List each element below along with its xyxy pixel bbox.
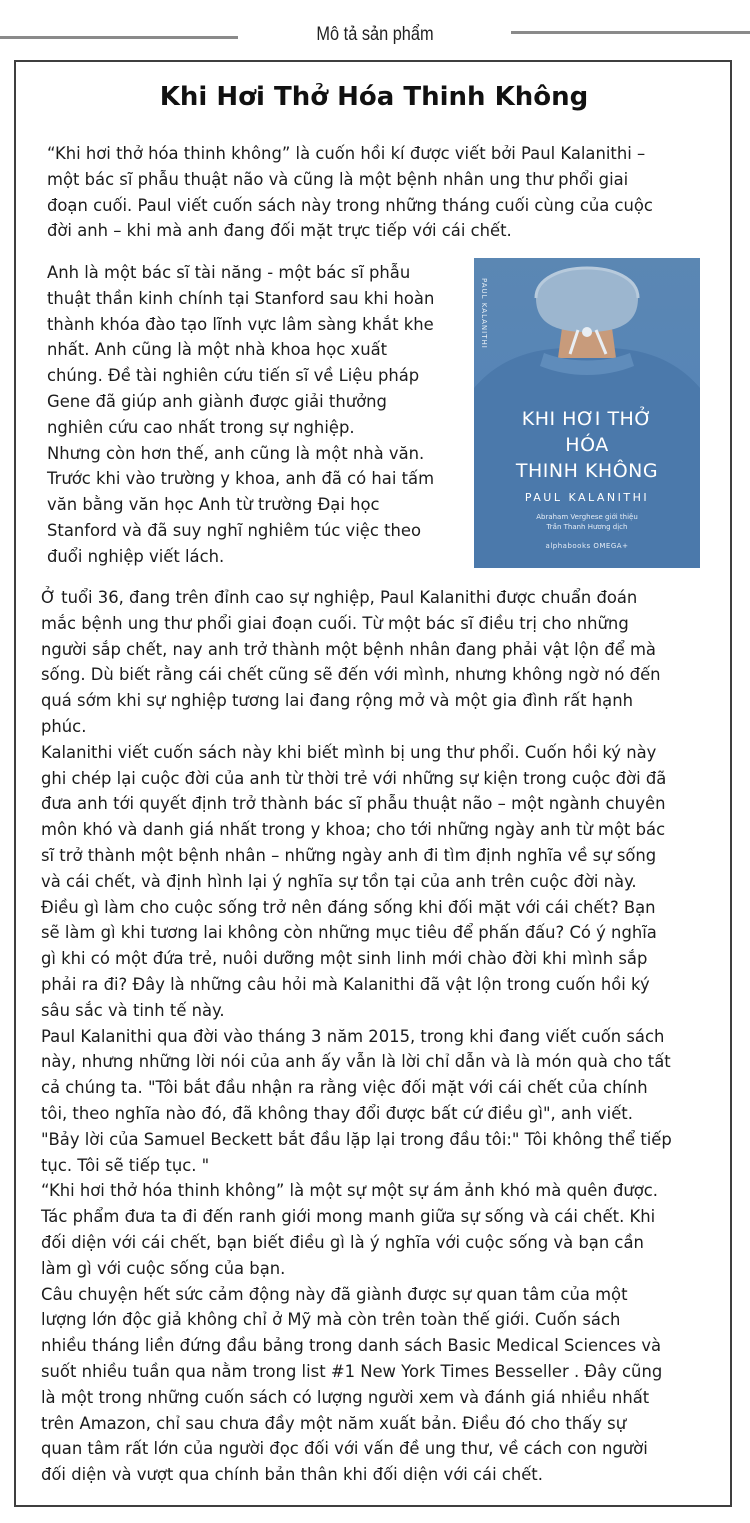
body-line: là một trong những cuốn sách có lượng người xem và đánh giá nhiều nhất xyxy=(41,1387,650,1407)
intro-line: đời anh – khi mà anh đang đối mặt trực tiếp với cái chết. xyxy=(47,221,512,241)
cover-spine-text: PAUL KALANITHI xyxy=(480,278,488,349)
body-line: Điều gì làm cho cuộc sống trở nên đáng sống khi đối mặt với cái chết? Bạn xyxy=(41,897,656,917)
section-title: Mô tả sản phẩm xyxy=(316,24,434,45)
body-line: sĩ trở thành một bệnh nhân – những ngày anh đi tìm định nghĩa về sự sống xyxy=(41,845,657,865)
body-line: lượng lớn độc giả không chỉ ở Mỹ mà còn trên toàn thế giới. Cuốn sách xyxy=(41,1310,621,1330)
body-line: nhiều tháng liền đứng đầu bảng trong danh sách Basic Medical Sciences và xyxy=(41,1336,662,1356)
body-line: làm gì với cuộc sống của bạn. xyxy=(41,1258,286,1278)
cover-title xyxy=(474,406,700,484)
body-line: và cái chết, và định hình lại ý nghĩa sự tồn tại của anh trên cuộc đời này. xyxy=(41,871,637,891)
body-line: “Khi hơi thở hóa thinh không” là một sự một sự ám ảnh khó mà quên được. xyxy=(41,1181,659,1201)
cover-title-line: KHI HƠI THỞ xyxy=(521,408,653,430)
book-title: Khi Hơi Thở Hóa Thinh Không xyxy=(159,82,589,112)
author-line: Nhưng còn hơn thế, anh cũng là một nhà văn. xyxy=(47,443,425,463)
body-line: Kalanithi viết cuốn sách này khi biết mình bị ung thư phổi. Cuốn hồi ký này xyxy=(41,742,657,762)
body-line: "Bảy lời của Samuel Beckett bắt đầu lặp lại trong đầu tôi:" Tôi không thể tiếp xyxy=(41,1129,672,1149)
body-line: đối diện và vượt qua chính bản thân khi đối diện với cái chết. xyxy=(41,1465,543,1485)
cover-credit-line: Trần Thanh Hương dịch xyxy=(546,523,628,531)
body-line: này, nhưng những lời nói của anh ấy vẫn là lời chỉ dẫn và là món quà cho tất xyxy=(41,1052,671,1072)
body-line: phải ra đi? Đây là những câu hỏi mà Kalanithi đã vật lộn trong cuốn hồi ký xyxy=(41,974,650,994)
body-line: trên Amazon, chỉ sau chưa đầy một năm xuất bản. Điều đó cho thấy sự xyxy=(41,1413,627,1433)
author-paragraph xyxy=(47,260,472,570)
body-line: sẽ làm gì khi tương lai không còn những mục tiêu để phấn đấu? Có ý nghĩa xyxy=(41,923,657,943)
cover-credit-line: Abraham Verghese giới thiệu xyxy=(536,513,638,521)
body-line: người sắp chết, nay anh trở thành một bệnh nhân đang phải vật lộn để mà xyxy=(41,639,656,659)
book-cover-image xyxy=(474,258,700,568)
body-line: tôi, theo nghĩa nào đó, đã không thay đổi được bất cứ điều gì", anh viết. xyxy=(41,1103,633,1123)
header-rule-right xyxy=(511,31,750,34)
author-line: Trước khi vào trường y khoa, anh đã có hai tấm xyxy=(47,469,435,489)
body-line: mắc bệnh ung thư phổi giai đoạn cuối. Từ một bác sĩ điều trị cho những xyxy=(41,613,629,633)
header-rule-left xyxy=(0,36,238,39)
body-line: sâu sắc và tinh tế này. xyxy=(41,1000,225,1020)
body-line: đưa anh tới quyết định trở thành bác sĩ phẫu thuật não – một ngành chuyên xyxy=(41,794,666,814)
body-line: quá sớm khi sự nghiệp tương lai đang rộng mở và một gia đình rất hạnh xyxy=(41,691,634,711)
body-line: Ở tuổi 36, đang trên đỉnh cao sự nghiệp, Paul Kalanithi được chuẩn đoán xyxy=(41,588,638,607)
body-line: gì khi có một đứa trẻ, nuôi dưỡng một sinh linh mới chào đời khi mình sắp xyxy=(41,949,648,969)
author-line: chúng. Đề tài nghiên cứu tiến sĩ về Liệu pháp xyxy=(47,366,420,386)
cover-credit xyxy=(474,512,700,532)
intro-paragraph xyxy=(47,141,727,244)
body-line: đối diện với cái chết, bạn biết điều gì là ý nghĩa với cuộc sống và bạn cần xyxy=(41,1232,644,1252)
intro-line: một bác sĩ phẫu thuật não và cũng là một bệnh nhân ung thư phổi giai xyxy=(47,169,629,189)
intro-line: “Khi hơi thở hóa thinh không” là cuốn hồi kí được viết bởi Paul Kalanithi – xyxy=(47,144,646,163)
author-line: Stanford và đã suy nghĩ nghiêm túc việc theo xyxy=(47,520,422,540)
body-line: ghi chép lại cuộc đời của anh từ thời trẻ với những sự kiện trong cuộc đời đã xyxy=(41,768,667,788)
body-line: môn khó và danh giá nhất trong y khoa; cho tới những ngày anh từ một bác xyxy=(41,820,666,840)
body-line: cả chúng ta. "Tôi bắt đầu nhận ra rằng việc đối mặt với cái chết của chính xyxy=(41,1078,648,1098)
body-line: suốt nhiều tuần qua nằm trong list #1 New York Times Besseller . Đây cũng xyxy=(41,1361,663,1381)
cover-title-line: HÓA xyxy=(565,434,609,456)
cover-publishers: alphabooks OMEGA+ xyxy=(545,542,629,550)
body-line: quan tâm rất lớn của người đọc đối với vấn đề ung thư, về cách con người xyxy=(41,1439,648,1459)
body-line: Tác phẩm đưa ta đi đến ranh giới mong manh giữa sự sống và cái chết. Khi xyxy=(41,1207,656,1227)
author-line: Anh là một bác sĩ tài năng - một bác sĩ phẫu xyxy=(47,263,411,282)
body-line: Câu chuyện hết sức cảm động này đã giành được sự quan tâm của một xyxy=(41,1284,628,1304)
author-line: văn bằng văn học Anh từ trường Đại học xyxy=(47,495,380,515)
body-line: sống. Dù biết rằng cái chết cũng sẽ đến với mình, nhưng không ngờ nó đến xyxy=(41,665,661,685)
cover-title-line: THINH KHÔNG xyxy=(515,460,659,482)
author-line: nghiên cứu cao nhất trong sự nghiệp. xyxy=(47,417,355,437)
intro-line: đoạn cuối. Paul viết cuốn sách này trong những tháng cuối cùng của cuộc xyxy=(47,195,653,215)
body-line: Paul Kalanithi qua đời vào tháng 3 năm 2015, trong khi đang viết cuốn sách xyxy=(41,1026,665,1046)
author-line: Gene đã giúp anh giành được giải thưởng xyxy=(47,391,387,411)
author-line: thuật thần kinh chính tại Stanford sau khi hoàn xyxy=(47,288,435,308)
body-line: phúc. xyxy=(41,716,87,736)
body-line: tục. Tôi sẽ tiếp tục. " xyxy=(41,1155,210,1175)
author-line: đuổi nghiệp viết lách. xyxy=(47,546,225,566)
author-line: nhất. Anh cũng là một nhà khoa học xuất xyxy=(47,340,388,360)
author-line: thành khóa đào tạo lĩnh vực lâm sàng khắt khe xyxy=(47,314,434,334)
section-header xyxy=(0,0,750,60)
cover-author: PAUL KALANITHI xyxy=(524,491,650,504)
main-paragraphs xyxy=(41,585,721,1488)
